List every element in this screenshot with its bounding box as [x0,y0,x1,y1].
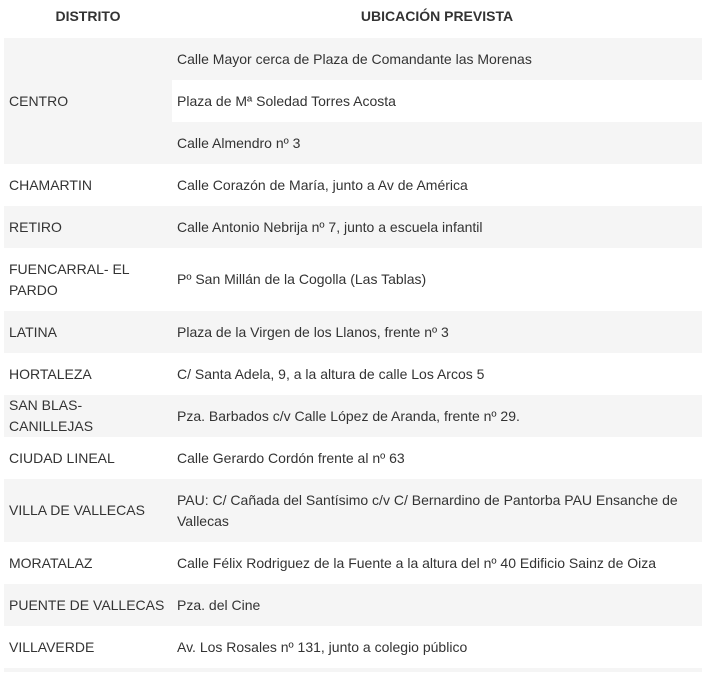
district-cell: HORTALEZA [4,353,172,395]
district-cell: CHAMARTIN [4,164,172,206]
location-cell: Calle Gerardo Cordón frente al nº 63 [172,437,702,479]
table-row [4,626,702,668]
table-row [4,542,702,584]
table-row-spacer [4,668,702,672]
table-row [4,479,702,542]
spacer-cell [4,668,172,672]
table-row [4,206,702,248]
location-cell: Calle Corazón de María, junto a Av de América [172,164,702,206]
table-header-row [4,0,702,38]
table-row [4,164,702,206]
table-row [4,38,702,80]
locations-table [4,0,702,672]
location-cell: Plaza de Mª Soledad Torres Acosta [172,80,702,122]
location-cell: C/ Santa Adela, 9, a la altura de calle Los Arcos 5 [172,353,702,395]
table-row [4,395,702,437]
district-cell: VILLA DE VALLECAS [4,479,172,542]
location-cell: Calle Félix Rodriguez de la Fuente a la altura del nº 40 Edificio Sainz de Oiza [172,542,702,584]
location-cell: Av. Los Rosales nº 131, junto a colegio público [172,626,702,668]
district-cell: PUENTE DE VALLECAS [4,584,172,626]
district-cell: LATINA [4,311,172,353]
table-row [4,311,702,353]
location-cell: Plaza de la Virgen de los Llanos, frente nº 3 [172,311,702,353]
location-cell: Pº San Millán de la Cogolla (Las Tablas) [172,248,702,311]
location-cell: Calle Mayor cerca de Plaza de Comandante las Morenas [172,38,702,80]
district-cell: CIUDAD LINEAL [4,437,172,479]
location-cell: Calle Almendro nº 3 [172,122,702,164]
header-location: UBICACIÓN PREVISTA [360,8,514,24]
district-cell: SAN BLAS-CANILLEJAS [4,395,172,437]
district-cell: VILLAVERDE [4,626,172,668]
district-cell: RETIRO [4,206,172,248]
location-cell: Pza. del Cine [172,584,702,626]
table-row [4,353,702,395]
district-cell: MORATALAZ [4,542,172,584]
table-row [4,248,702,311]
location-cell: PAU: C/ Cañada del Santísimo c/v C/ Bernardino de Pantorba PAU Ensanche de Vallecas [172,479,702,542]
header-district: DISTRITO [55,8,121,24]
district-cell: CENTRO [4,38,172,164]
location-cell: Calle Antonio Nebrija nº 7, junto a escuela infantil [172,206,702,248]
spacer-cell [172,668,702,672]
table-row [4,584,702,626]
table-row [4,437,702,479]
location-cell: Pza. Barbados c/v Calle López de Aranda, frente nº 29. [172,395,702,437]
district-cell: FUENCARRAL- EL PARDO [4,248,172,311]
